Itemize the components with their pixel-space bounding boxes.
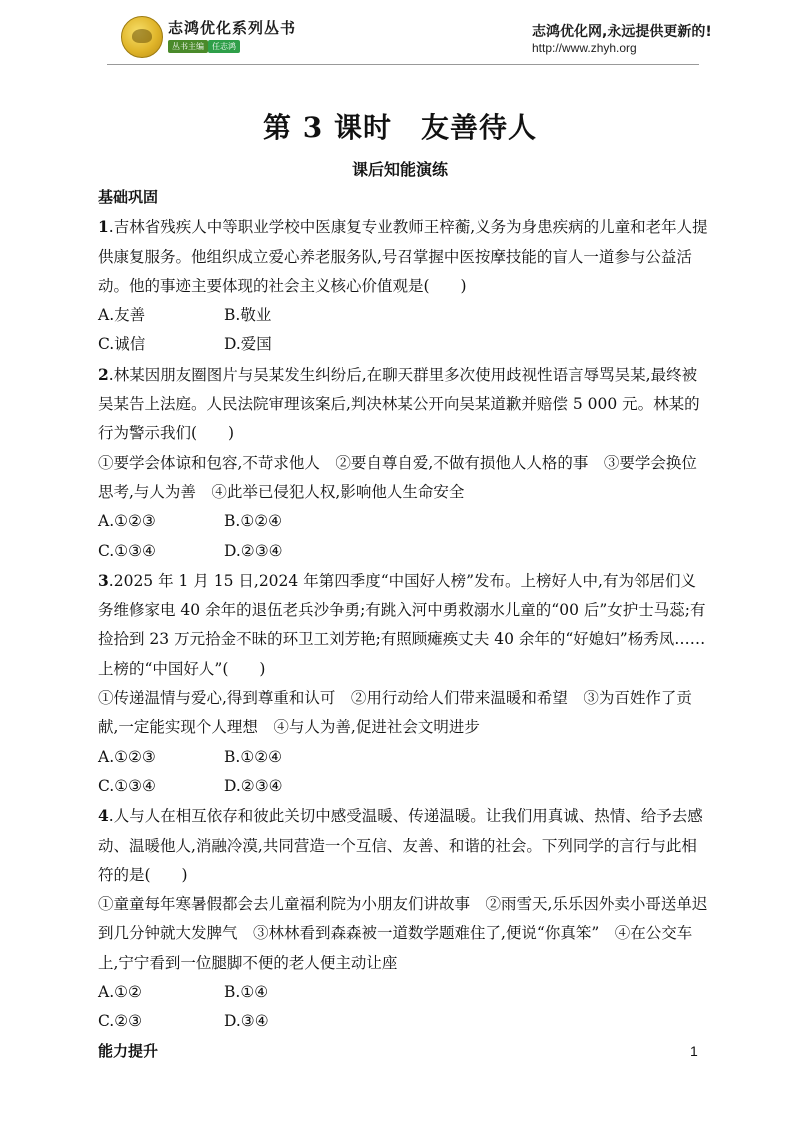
site-url[interactable]: http://www.zhyh.org — [532, 41, 637, 55]
question-stem: .人与人在相互依存和彼此关切中感受温暖、传递温暖。让我们用真诚、热情、给予去感动、温暖他人,消融冷漠,共同营造一个互信、友善、和谐的社会。下列同学的言行与此相符的是( ) — [98, 807, 703, 884]
option-c[interactable]: C.诚信 — [98, 335, 146, 354]
option-c[interactable]: C.①③④ — [98, 541, 156, 560]
option-a[interactable]: A.友善 — [98, 306, 146, 325]
option-b[interactable]: B.敬业 — [224, 306, 272, 325]
question-number: 1 — [98, 217, 109, 237]
chief-editor-badge: 丛书主编 — [168, 40, 208, 53]
option-a[interactable]: A.①②③ — [98, 512, 156, 531]
option-list — [98, 978, 708, 1037]
page-number: 1 — [690, 1043, 698, 1059]
series-title: 志鸿优化系列丛书 — [168, 19, 297, 37]
question-3 — [98, 566, 708, 801]
question-statements: ①童童每年寒暑假都会去儿童福利院为小朋友们讲故事 ②雨雪天,乐乐因外卖小哥送单迟到几分钟就大发脾气 ③林林看到森森被一道数学题难住了,便说“你真笨” ④在公交车上,宁宁看到一位腿脚不便的老人便主动让座 — [98, 895, 708, 972]
site-slogan: 志鸿优化网,永远提供更新的! — [532, 24, 712, 40]
option-a[interactable]: A.①② — [98, 983, 142, 1002]
option-c[interactable]: C.②③ — [98, 1012, 143, 1031]
editor-name-badge: 任志鸿 — [208, 40, 240, 53]
option-b[interactable]: B.①④ — [224, 983, 269, 1002]
option-list — [98, 743, 708, 802]
question-1 — [98, 212, 708, 359]
option-a[interactable]: A.①②③ — [98, 747, 156, 766]
section-heading-advanced: 能力提升 — [98, 1041, 159, 1060]
option-d[interactable]: D.②③④ — [224, 541, 283, 560]
question-stem: .吉林省残疾人中等职业学校中医康复专业教师王梓蘅,义务为身患疾病的儿童和老年人提供康复服务。他组织成立爱心养老服务队,号召掌握中医按摩技能的盲人一道参与公益活动。他的事迹主要体现的社会主义核心价值观是( ) — [98, 218, 708, 295]
option-c[interactable]: C.①③④ — [98, 776, 156, 795]
exercise-content — [98, 183, 708, 1066]
question-4 — [98, 801, 708, 1036]
option-b[interactable]: B.①②④ — [224, 512, 283, 531]
option-d[interactable]: D.②③④ — [224, 776, 283, 795]
question-stem: .林某因朋友圈图片与吴某发生纠纷后,在聊天群里多次使用歧视性语言辱骂吴某,最终被吴某告上法庭。人民法院审理该案后,判决林某公开向吴某道歉并赔偿 5 000 元。林某的行为警示我们( ) — [98, 365, 700, 443]
lesson-title: 第 3 课时 友善待人 — [263, 111, 537, 144]
option-d[interactable]: D.爱国 — [224, 335, 272, 354]
header-divider — [107, 64, 699, 65]
question-2 — [98, 360, 708, 566]
question-number: 3 — [98, 570, 109, 590]
publisher-logo — [121, 16, 163, 58]
question-stem: .2025 年 1 月 15 日,2024 年第四季度“中国好人榜”发布。上榜好人中,有为邻居们义务维修家电 40 余年的退伍老兵沙争勇;有跳入河中勇救溺水儿童的“00 后”女护士马蕊;有捡拾到 23 万元拾金不昧的环卫工刘芳艳;有照顾瘫痪丈夫 40 余年的“好媳妇”杨秀凤……上榜的“中国好人”( ) — [98, 571, 706, 678]
question-number: 2 — [98, 364, 109, 384]
option-list — [98, 301, 708, 360]
page-header — [0, 0, 800, 72]
option-b[interactable]: B.①②④ — [224, 747, 283, 766]
question-statements: ①要学会体谅和包容,不苛求他人 ②要自尊自爱,不做有损他人人格的事 ③要学会换位思考,与人为善 ④此举已侵犯人权,影响他人生命安全 — [98, 453, 697, 501]
option-list — [98, 507, 708, 566]
section-heading-basic: 基础巩固 — [98, 188, 159, 206]
section-subtitle: 课后知能演练 — [351, 160, 448, 179]
option-d[interactable]: D.③④ — [224, 1012, 269, 1031]
question-statements: ①传递温情与爱心,得到尊重和认可 ②用行动给人们带来温暖和希望 ③为百姓作了贡献,一定能实现个人理想 ④与人为善,促进社会文明进步 — [98, 689, 692, 737]
question-number: 4 — [98, 806, 109, 826]
